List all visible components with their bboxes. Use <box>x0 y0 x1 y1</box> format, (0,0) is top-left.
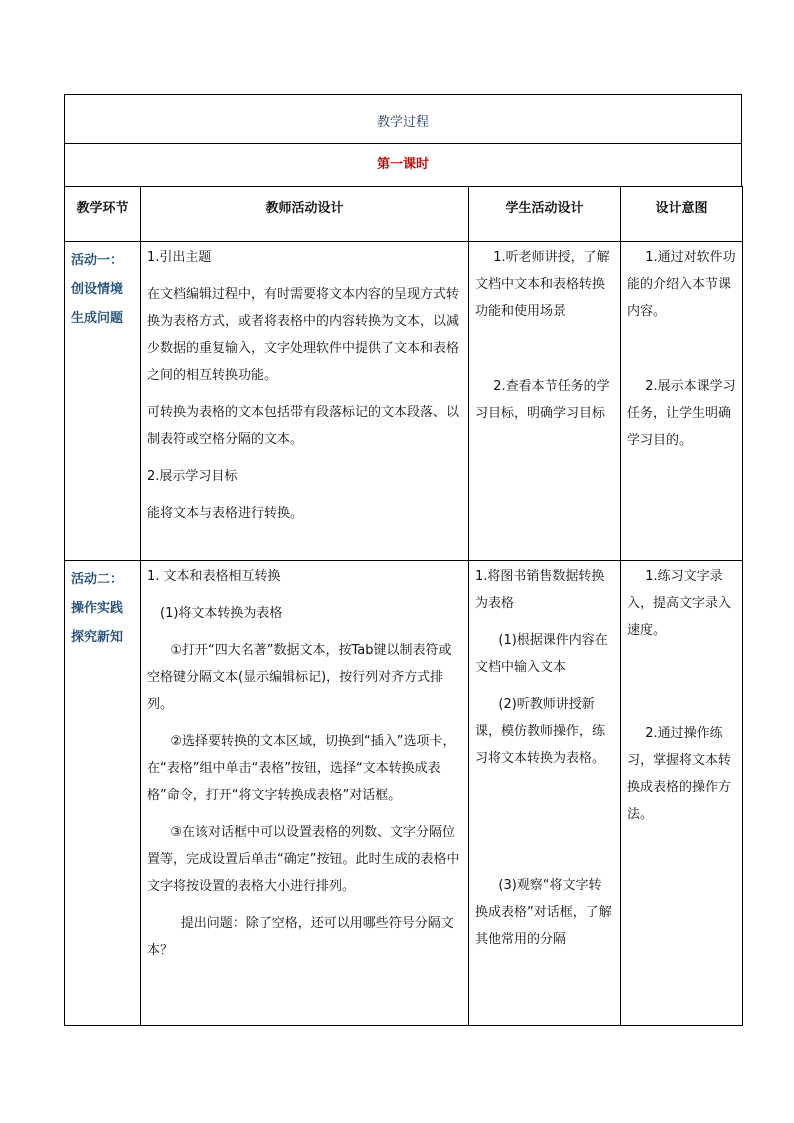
teacher-text: (1)将文本转换为表格 <box>160 606 283 621</box>
student-text: 1.听老师讲授，了解文档中文本和表格转换功能和使用场景 <box>475 250 610 319</box>
teacher-text: ③在该对话框中可以设置表格的列数、文字分隔位置等，完成设置后单击“确定”按钮。此时生成的表格中文字将按设置的表格大小进行排列。 <box>147 825 460 894</box>
intent-text: 1.练习文字录入，提高文字录入速度。 <box>627 569 732 638</box>
student-text: (3)观察“将文字转换成表格”对话框，了解其他常用的分隔 <box>475 878 612 947</box>
teaching-process-table <box>64 186 743 1026</box>
teacher-text: ①打开“四大名著”数据文本，按Tab键以制表符或空格键分隔文本(显示编辑标记)，按行列对齐方式排列。 <box>147 643 452 712</box>
teacher-text: 可转换为表格的文本包括带有段落标记的文本段落、以制表符或空格分隔的文本。 <box>147 405 460 447</box>
section-title: 教学过程 <box>376 115 429 130</box>
student-activity-cell <box>469 242 621 561</box>
teacher-activity-cell <box>141 561 469 1026</box>
column-header: 教学环节 <box>65 187 141 242</box>
teacher-text: 提出问题：除了空格，还可以用哪些符号分隔文本？ <box>147 916 454 958</box>
design-intent-cell <box>621 561 743 1026</box>
activity-label: 探究新知 <box>71 630 124 645</box>
activity-label: 生成问题 <box>71 311 124 326</box>
table-row <box>65 242 743 561</box>
student-activity-cell <box>469 561 621 1026</box>
student-text: 1.将图书销售数据转换为表格 <box>475 569 605 611</box>
table-row <box>65 561 743 1026</box>
teacher-activity-cell <box>141 242 469 561</box>
column-header: 教师活动设计 <box>141 187 469 242</box>
teacher-text: 2.展示学习目标 <box>147 469 238 484</box>
teacher-text: 在文档编辑过程中，有时需要将文本内容的呈现方式转换为表格方式，或者将表格中的内容转换为文本，以减少数据的重复输入，文字处理软件中提供了文本和表格之间的相互转换功能。 <box>147 287 460 383</box>
column-header: 设计意图 <box>621 187 743 242</box>
intent-text: 1.通过对软件功能的介绍入本节课内容。 <box>627 250 736 319</box>
lesson-row <box>64 143 742 187</box>
activity-label: 活动一： <box>71 253 124 268</box>
section-title-row <box>64 94 742 144</box>
student-text: (1)根据课件内容在文档中输入文本 <box>475 633 608 675</box>
intent-text: 2.通过操作练习，掌握将文本转换成表格的操作方法。 <box>627 726 732 822</box>
intent-text: 2.展示本课学习任务，让学生明确学习目的。 <box>627 379 736 448</box>
column-header: 学生活动设计 <box>469 187 621 242</box>
activity-cell <box>65 242 141 561</box>
table-header-row <box>65 187 743 242</box>
lesson-label: 第一课时 <box>376 157 429 172</box>
activity-cell <box>65 561 141 1026</box>
design-intent-cell <box>621 242 743 561</box>
teacher-text: 能将文本与表格进行转换。 <box>147 506 304 521</box>
student-text: 2.查看本节任务的学习目标，明确学习目标 <box>475 379 610 421</box>
activity-label: 活动二： <box>71 572 124 587</box>
activity-label: 创设情境 <box>71 282 124 297</box>
teacher-text: 1.引出主题 <box>147 250 212 265</box>
teacher-text: 1. 文本和表格相互转换 <box>147 569 281 584</box>
teacher-text: ②选择要转换的文本区域，切换到“插入”选项卡，在“表格”组中单击“表格”按钮，选择“文本转换成表格”命令，打开“将文字转换成表格”对话框。 <box>147 734 456 803</box>
student-text: (2)听教师讲授新课，模仿教师操作，练习将文本转换为表格。 <box>475 697 606 766</box>
activity-label: 操作实践 <box>71 601 124 616</box>
